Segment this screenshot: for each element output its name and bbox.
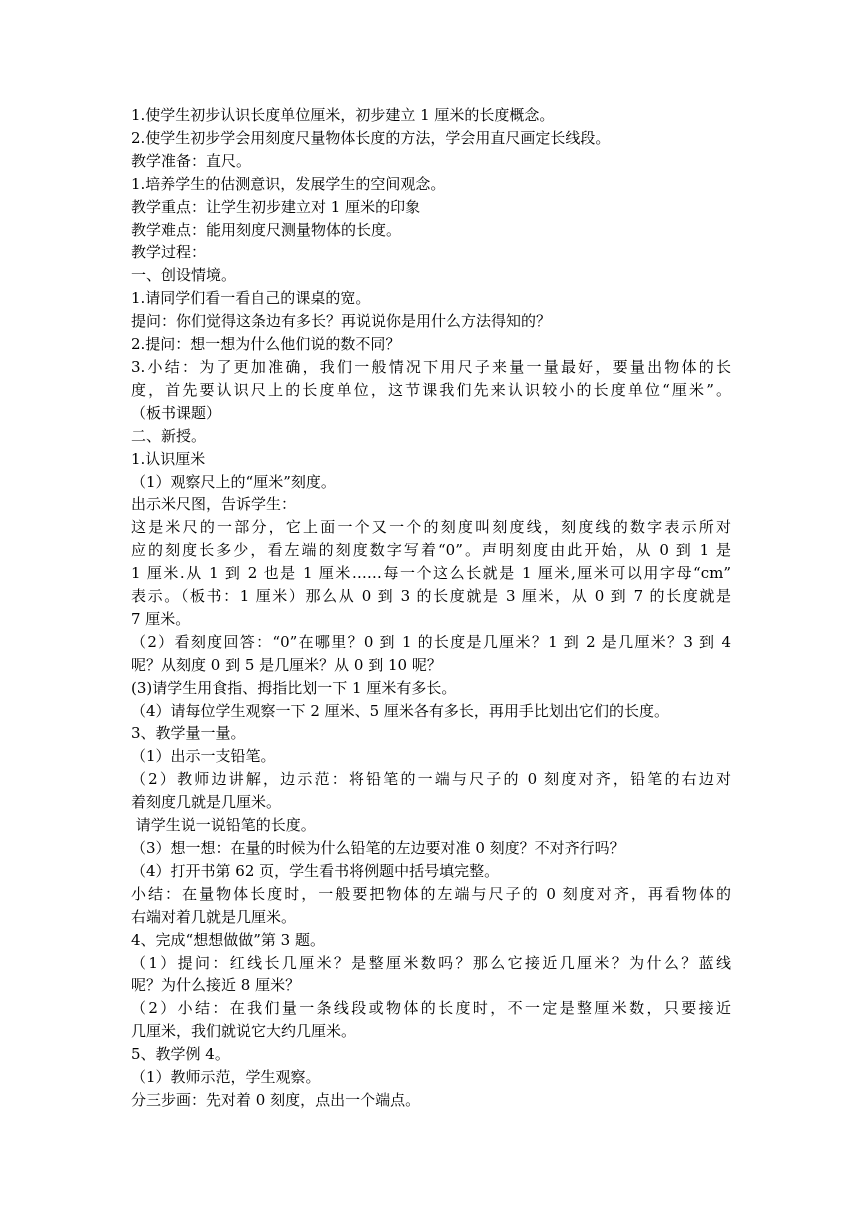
text-line: 教学难点：能用刻度尺测量物体的长度。 — [131, 220, 402, 239]
text-line: 出示米尺图，告诉学生： — [131, 495, 297, 514]
text-line: 1.培养学生的估测意识，发展学生的空间观念。 — [131, 174, 446, 193]
section-heading: 二、新授。 — [131, 426, 207, 445]
text-line: 2.使学生初步学会用刻度尺量物体长度的方法，学会用直尺画定长线段。 — [131, 128, 611, 147]
section-heading: 3、教学量一量。 — [131, 724, 246, 743]
text-line: （2）小结：在我们量一条线段或物体的长度时，不一定是整厘米数，只要接近 — [131, 999, 731, 1018]
text-line: 右端对着几就是几厘米。 — [131, 907, 297, 926]
text-line: 教学过程： — [131, 243, 207, 262]
text-line: 应的刻度长多少，看左端的刻度数字写着“0”。声明刻度由此开始，从 0 到 1 是 — [131, 541, 731, 560]
text-line: （1）教师示范，学生观察。 — [131, 1068, 321, 1087]
text-line: （2）教师边讲解，边示范：将铅笔的一端与尺子的 0 刻度对齐，铅笔的右边对 — [131, 770, 731, 789]
text-line: （2）看刻度回答：“0”在哪里？0 到 1 的长度是几厘米？1 到 2 是几厘米？3 到 4 — [131, 632, 731, 651]
text-line: 小结：在量物体长度时，一般要把物体的左端与尺子的 0 刻度对齐，再看物体的 — [131, 884, 731, 903]
text-line: （板书课题） — [131, 403, 222, 422]
text-line: (3)请学生用食指、拇指比划一下 1 厘米有多长。 — [131, 678, 457, 697]
text-line: 教学重点：让学生初步建立对 1 厘米的印象 — [131, 197, 421, 216]
text-line: （4）打开书第 62 页，学生看书将例题中括号填完整。 — [131, 861, 500, 880]
text-line: （1）提问：红线长几厘米？是整厘米数吗？那么它接近几厘米？为什么？蓝线 — [131, 953, 731, 972]
text-line: 1.使学生初步认识长度单位厘米，初步建立 1 厘米的长度概念。 — [131, 106, 555, 124]
text-line: （3）想一想：在量的时候为什么铅笔的左边要对准 0 刻度？不对齐行吗？ — [131, 839, 625, 857]
text-line: 1 厘米.从 1 到 2 也是 1 厘米……每一个这么长就是 1 厘米,厘米可以用字母“cm” — [131, 564, 731, 583]
text-line: 分三步画：先对着 0 刻度，点出一个端点。 — [131, 1090, 421, 1109]
text-line: （4）请每位学生观察一下 2 厘米、5 厘米各有多长，再用手比划出它们的长度。 — [131, 701, 669, 720]
text-line: 1.请同学们看一看自己的课桌的宽。 — [131, 289, 371, 308]
text-line: 度，首先要认识尺上的长度单位，这节课我们先来认识较小的长度单位“厘米”。 — [131, 380, 731, 399]
section-heading: 5、教学例 4。 — [131, 1045, 230, 1064]
text-line: 呢？为什么接近 8 厘米？ — [131, 976, 301, 995]
text-line: 3.小结：为了更加准确，我们一般情况下用尺子来量一量最好，要量出物体的长 — [131, 357, 731, 376]
text-line: 这是米尺的一部分，它上面一个又一个的刻度叫刻度线，刻度线的数字表示所对 — [131, 518, 731, 537]
section-heading: 一、创设情境。 — [131, 266, 237, 285]
text-line: 提问：你们觉得这条边有多长？再说说你是用什么方法得知的？ — [131, 312, 552, 331]
text-line: 1.认识厘米 — [131, 449, 206, 468]
text-line: 表示。（板书：1 厘米）那么从 0 到 3 的长度就是 3 厘米，从 0 到 7 的长度就是 — [131, 587, 731, 606]
text-line: 请学生说一说铅笔的长度。 — [131, 816, 316, 835]
text-line: 呢？从刻度 0 到 5 是几厘米？从 0 到 10 呢？ — [131, 655, 442, 674]
section-heading: 4、完成“想想做做”第 3 题。 — [131, 930, 325, 949]
text-line: 几厘米，我们就说它大约几厘米。 — [131, 1022, 357, 1041]
text-line: （1）出示一支铅笔。 — [131, 747, 276, 766]
text-line: 2.提问：想一想为什么他们说的数不同？ — [131, 335, 401, 354]
text-line: （1）观察尺上的“厘米”刻度。 — [131, 472, 336, 491]
text-line: 着刻度几就是几厘米。 — [131, 793, 282, 812]
text-line: 教学准备：直尺。 — [131, 151, 252, 170]
document-page — [131, 104, 731, 1112]
text-line: 7 厘米。 — [131, 609, 191, 628]
